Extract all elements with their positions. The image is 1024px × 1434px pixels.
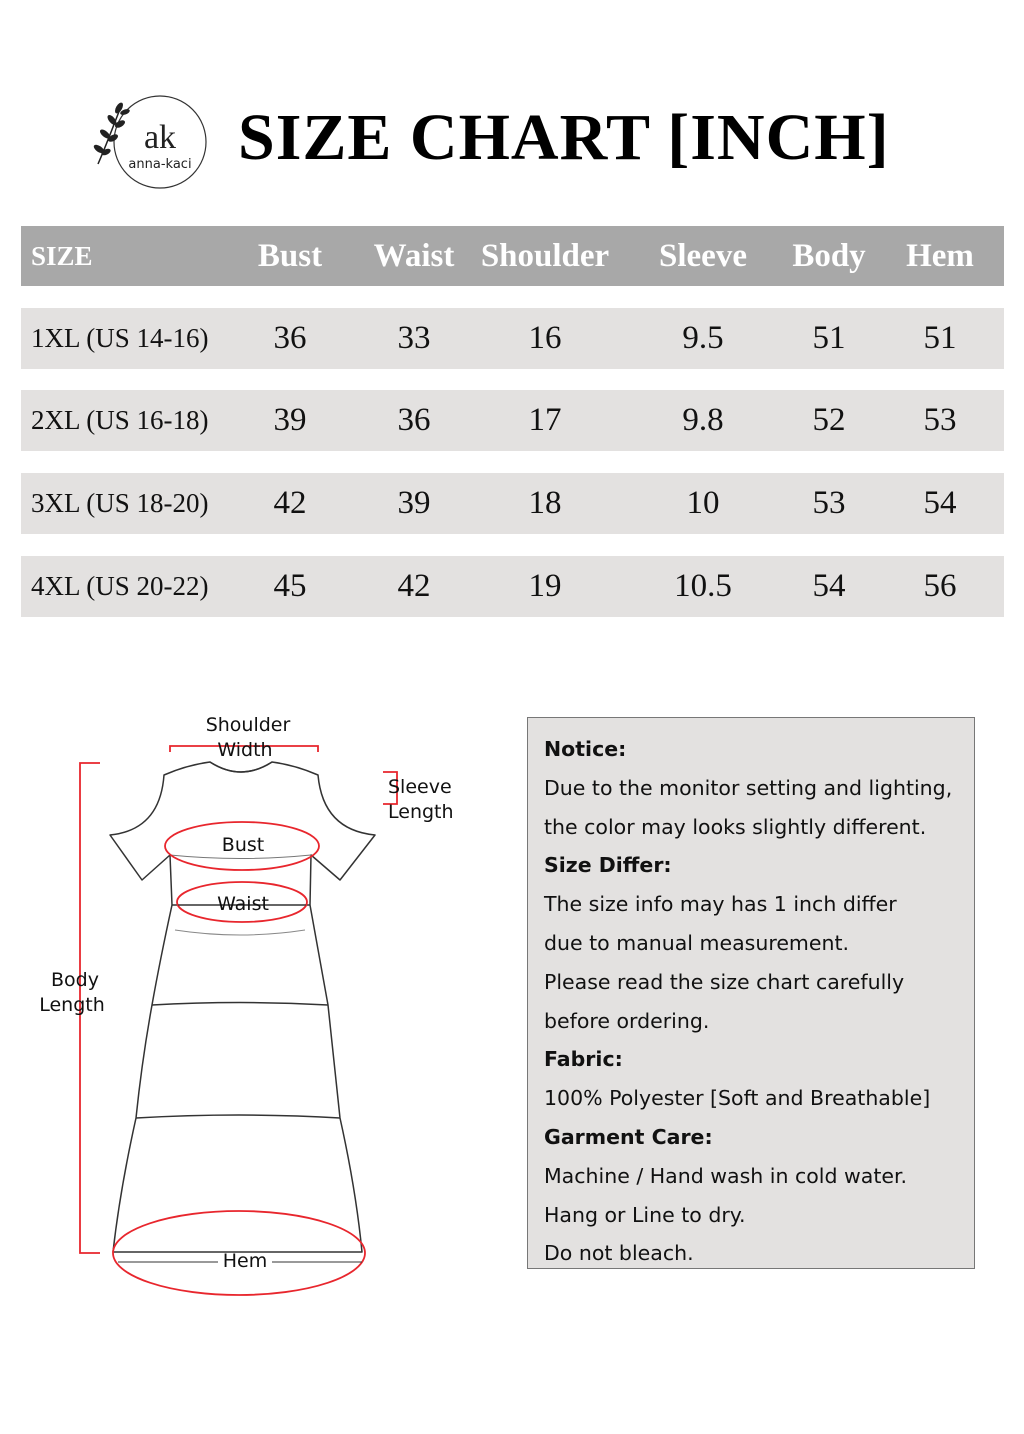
page-title: SIZE CHART [INCH] [238,101,890,174]
bust-cell: 42 [273,485,307,521]
bust-label: Bust [221,834,265,856]
header-body: Body [792,237,866,274]
sleeve-cell: 10 [686,485,720,521]
waist-cell: 42 [397,568,431,604]
waist-cell: 33 [397,320,431,356]
waist-label: Waist [217,893,269,915]
body-cell: 51 [812,320,846,356]
table-row [21,556,1004,617]
header-hem: Hem [906,237,974,274]
header-waist: Waist [373,237,455,274]
garment-care-text: Machine / Hand wash in cold water. [544,1163,908,1188]
notice-box [527,717,975,1269]
leaf-branch-icon [92,101,130,164]
hem-cell: 56 [923,568,957,604]
sleeve-length-label: Sleeve [388,776,452,798]
notice-heading: Notice: [544,737,627,761]
brand-name: anna-kaci [128,157,192,172]
size-cell: 3XL (US 18-20) [31,488,209,518]
notice-text: Due to the monitor setting and lighting, [544,775,953,800]
table-row [21,473,1004,534]
shoulder-width-label: Shoulder [205,714,291,736]
size-differ-text: Please read the size chart carefully [544,969,905,994]
size-differ-text: due to manual measurement. [544,930,850,955]
sleeve-cell: 9.5 [682,320,724,356]
header-size: SIZE [31,240,93,271]
body-length-label: Length [39,994,105,1016]
header-sleeve: Sleeve [659,237,747,274]
hem-cell: 53 [923,402,957,438]
size-cell: 2XL (US 16-18) [31,405,209,435]
dress-measurement-diagram [30,705,490,1315]
notice-text: the color may looks slightly different. [544,814,927,839]
size-differ-heading: Size Differ: [544,853,672,878]
waist-cell: 36 [397,402,431,438]
shoulder-cell: 17 [528,402,562,438]
hem-label: Hem [222,1250,268,1272]
shoulder-width-label: Width [217,739,273,761]
fabric-text: 100% Polyester [Soft and Breathable] [544,1086,931,1111]
brand-monogram: ak [143,119,177,156]
sleeve-length-label: Length [388,801,454,823]
hem-cell: 54 [923,485,957,521]
size-cell: 1XL (US 14-16) [31,323,209,353]
header-bust: Bust [257,237,323,274]
brand-logo [92,94,210,190]
header-shoulder: Shoulder [480,237,610,274]
waist-cell: 39 [397,485,431,521]
shoulder-cell: 19 [528,568,562,604]
size-differ-text: before ordering. [544,1008,710,1033]
body-length-label: Body [51,969,99,991]
table-row [21,308,1004,369]
body-cell: 54 [812,568,846,604]
body-cell: 52 [812,402,846,438]
size-cell: 4XL (US 20-22) [31,571,209,601]
bust-cell: 45 [273,568,307,604]
garment-care-text: Hang or Line to dry. [544,1202,746,1227]
table-header [21,226,1004,286]
body-cell: 53 [812,485,846,521]
sleeve-cell: 9.8 [682,402,724,438]
shoulder-cell: 18 [528,485,562,521]
garment-care-heading: Garment Care: [544,1124,713,1149]
fabric-heading: Fabric: [544,1047,623,1072]
bust-cell: 36 [273,320,307,356]
shoulder-cell: 16 [528,320,562,356]
hem-cell: 51 [923,320,957,356]
size-differ-text: The size info may has 1 inch differ [544,892,897,917]
sleeve-cell: 10.5 [674,568,732,604]
garment-care-text: Do not bleach. [544,1241,694,1266]
table-row [21,390,1004,451]
bust-cell: 39 [273,402,307,438]
